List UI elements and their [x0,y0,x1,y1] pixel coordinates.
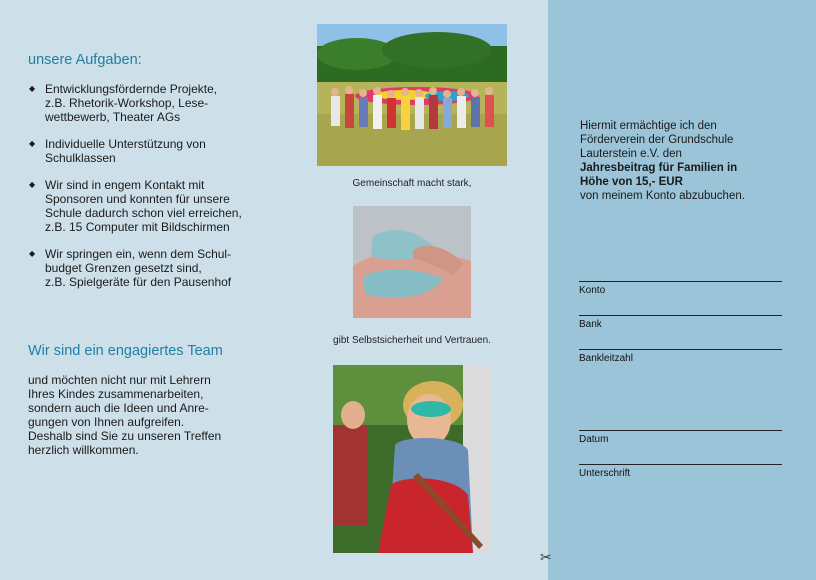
photo-painted-hands [353,206,471,318]
task-line: Individuelle Unterstützung von [45,137,206,151]
team-heading: Wir sind ein engagiertes Team [28,343,223,359]
task-line: wettbewerb, Theater AGs [45,110,181,124]
team-line: sondern auch die Ideen und Anre- [28,401,209,415]
konto-field[interactable] [579,281,782,296]
auth-line: Förderverein der Grundschule [580,134,734,146]
diamond-bullet-icon: ◆ [29,84,36,93]
task-line: z.B. Rhetorik-Workshop, Lese- [45,96,209,110]
bank-label: Bank [579,319,602,330]
task-line: Wir springen ein, wenn dem Schul- [45,247,232,261]
scissors-icon: ✂ [540,549,552,565]
task-line: Schule dadurch schon viel erreichen, [45,206,242,220]
task-item [28,137,278,165]
auth-bold-line: Jahresbeitrag für Familien in [580,162,738,174]
task-item [28,82,278,124]
photo-girl-with-mask [333,365,491,553]
task-item [28,247,278,289]
auth-line: von meinem Konto abzubuchen. [580,190,745,202]
auth-line: Hiermit ermächtige ich den [580,120,717,132]
konto-label: Konto [579,285,606,296]
unterschrift-field[interactable] [579,464,782,479]
task-item [28,178,278,234]
diamond-bullet-icon: ◆ [29,249,36,258]
team-line: und möchten nicht nur mit Lehrern [28,373,211,387]
team-line: herzlich willkommen. [28,443,139,457]
task-line: z.B. 15 Computer mit Bildschirmen [45,220,230,234]
team-line: Deshalb sind Sie zu unseren Treffen [28,429,222,443]
diamond-bullet-icon: ◆ [29,139,36,148]
authorization-text [580,119,785,203]
datum-label: Datum [579,434,609,445]
task-line: budget Grenzen gesetzt sind, [45,261,202,275]
team-paragraph [28,373,258,457]
team-line: Ihres Kindes zusammenarbeiten, [28,387,204,401]
auth-bold-line: Höhe von 15,- EUR [580,176,683,188]
datum-field[interactable] [579,430,782,445]
photo-children-parachute [317,24,507,166]
team-line: gungen von Ihnen aufgreifen. [28,415,185,429]
tasks-list [28,82,278,302]
diamond-bullet-icon: ◆ [29,180,36,189]
caption-1: Gemeinschaft macht stark, [352,178,472,189]
bankleitzahl-label: Bankleitzahl [579,353,633,364]
task-line: Sponsoren und konnten für unsere [45,192,230,206]
unterschrift-label: Unterschrift [579,468,631,479]
task-line: Schulklassen [45,151,116,165]
bankleitzahl-field[interactable] [579,349,782,364]
task-line: Wir sind in engem Kontakt mit [45,178,205,192]
caption-2: gibt Selbstsicherheit und Vertrauen. [333,335,491,346]
bank-field[interactable] [579,315,782,330]
auth-line: Lauterstein e.V. den [580,148,682,160]
task-line: z.B. Spielgeräte für den Pausenhof [45,275,232,289]
task-line: Entwicklungsfördernde Projekte, [45,82,218,96]
tasks-heading: unsere Aufgaben: [28,52,142,68]
